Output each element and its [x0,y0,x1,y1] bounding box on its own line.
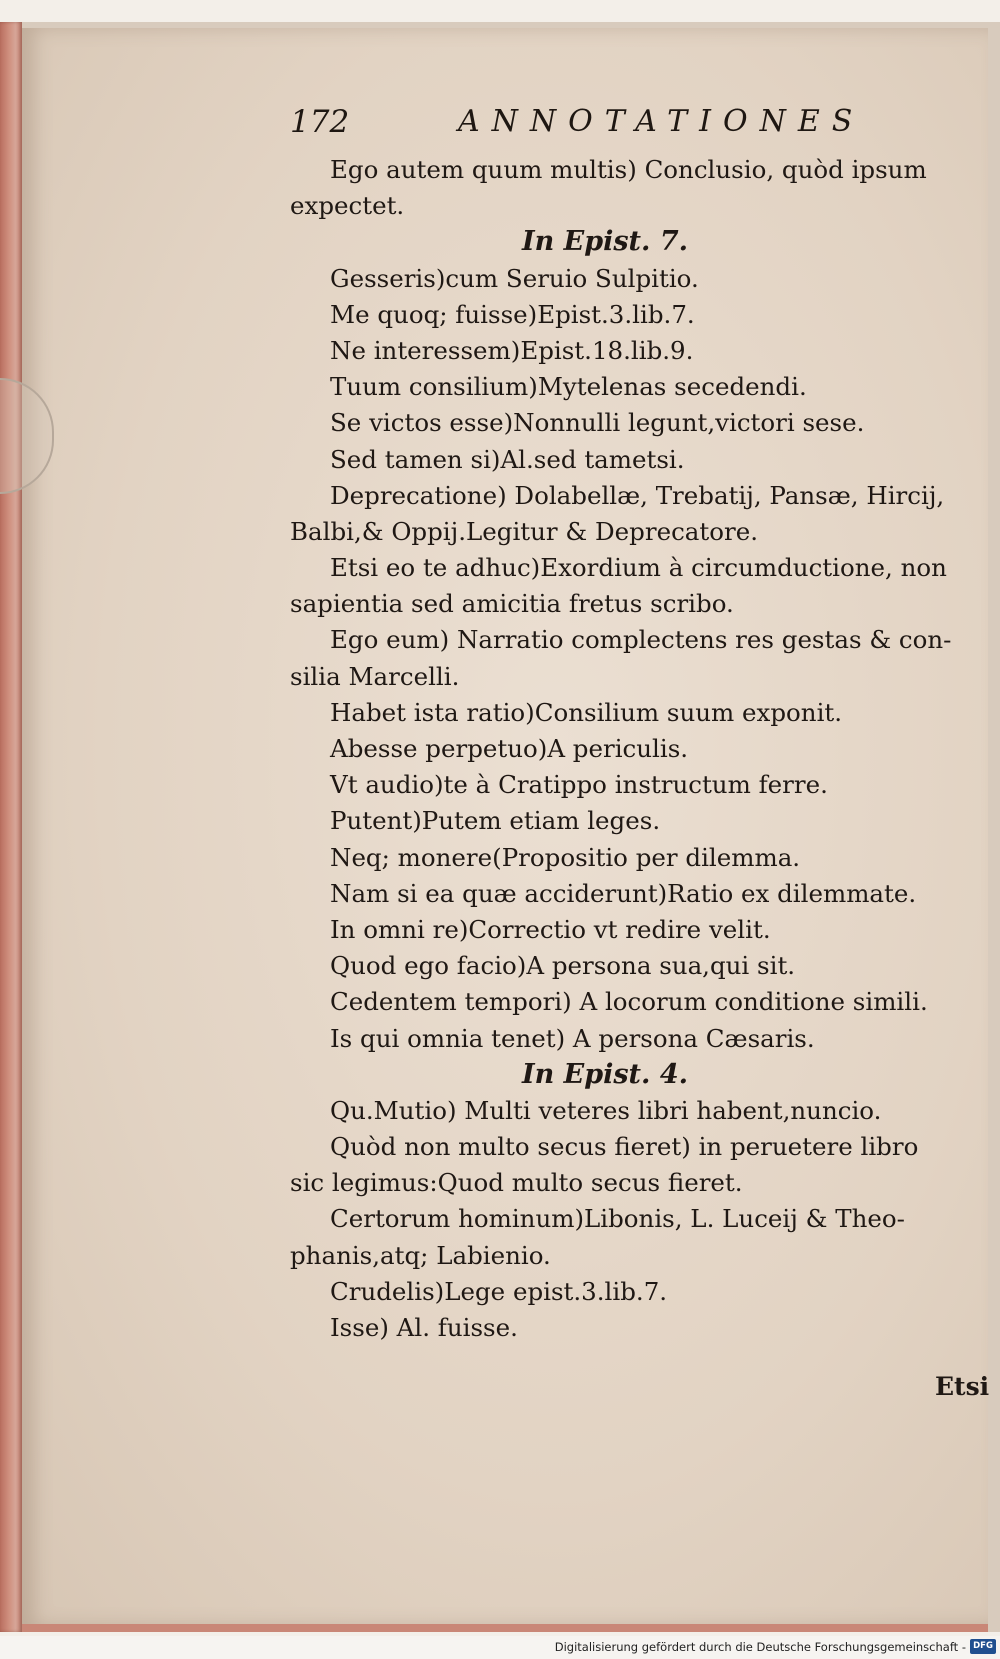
text-line: Me quoq; fuisse)Epist.3.lib.7. [330,299,695,329]
text-line: Ne interessem)Epist.18.lib.9. [330,335,694,365]
text-line: Isse) Al. fuisse. [330,1313,518,1342]
text-line: expectet. [290,191,405,221]
text-line: Quod ego facio)A persona sua,qui sit. [330,951,796,981]
text-line: Is qui omnia tenet) A persona Cæsaris. [330,1023,815,1053]
page-header [0,104,1000,144]
text-line: Balbi,& Oppij.Legitur & Deprecatore. [290,516,758,546]
text-line: sic legimus:Quod multo secus fieret. [290,1168,743,1198]
page-number: 172 [290,104,350,140]
text-line: Habet ista ratio)Consilium suum exponit. [330,697,843,727]
page-body-text [290,152,980,1346]
page-bottom-edge [22,1624,988,1632]
text-line: Vt audio)te à Cratippo instructum ferre. [330,770,828,800]
text-line: silia Marcelli. [290,661,460,691]
text-line: Etsi eo te adhuc)Exordium à circumductione, non [330,553,947,583]
text-line: Ego autem quum multis) Conclusio, quòd ipsum [330,155,927,184]
text-line: Sed tamen si)Al.sed tametsi. [330,444,685,474]
footer-credit: Digitalisierung gefördert durch die Deutsche Forschungsgemeinschaft - [554,1640,966,1654]
text-line: Qu.Mutio) Multi veteres libri habent,nuncio. [330,1095,882,1125]
text-line: Tuum consilium)Mytelenas secedendi. [330,372,807,402]
text-line: Se victos esse)Nonnulli legunt,victori sese. [330,408,865,438]
page-edge [0,22,22,1632]
running-title: ANNOTATIONES [458,104,865,139]
text-line: Neq; monere(Propositio per dilemma. [330,842,801,872]
text-line: Ego eum) Narratio complectens res gestas & con- [330,625,952,655]
text-line: Nam si ea quæ acciderunt)Ratio ex dilemmate. [330,878,917,908]
text-line: In omni re)Correctio vt redire velit. [330,914,771,944]
section-heading: In Epist. 4. [521,1058,689,1090]
text-line: Quòd non multo secus fieret) in peruetere libro [330,1132,919,1162]
text-line: Abesse perpetuo)A periculis. [330,734,689,763]
dfg-logo: DFG [970,1639,996,1654]
text-line: Cedentem tempori) A locorum conditione simili. [330,987,928,1017]
section-heading: In Epist. 7. [521,226,689,258]
text-line: Gesseris)cum Seruio Sulpitio. [330,263,699,293]
digitization-footer [0,1636,1000,1659]
text-line: Putent)Putem etiam leges. [330,806,661,836]
text-line: phanis,atq; Labienio. [290,1240,551,1270]
text-line: Certorum hominum)Libonis, L. Luceij & Theo- [330,1204,905,1234]
text-line: Deprecatione) Dolabellæ, Trebatij, Pansæ, Hircij, [330,480,945,510]
text-line: sapientia sed amicitia fretus scribo. [290,589,734,619]
text-line: Crudelis)Lege epist.3.lib.7. [330,1276,668,1306]
catchword: Etsi [935,1372,990,1401]
